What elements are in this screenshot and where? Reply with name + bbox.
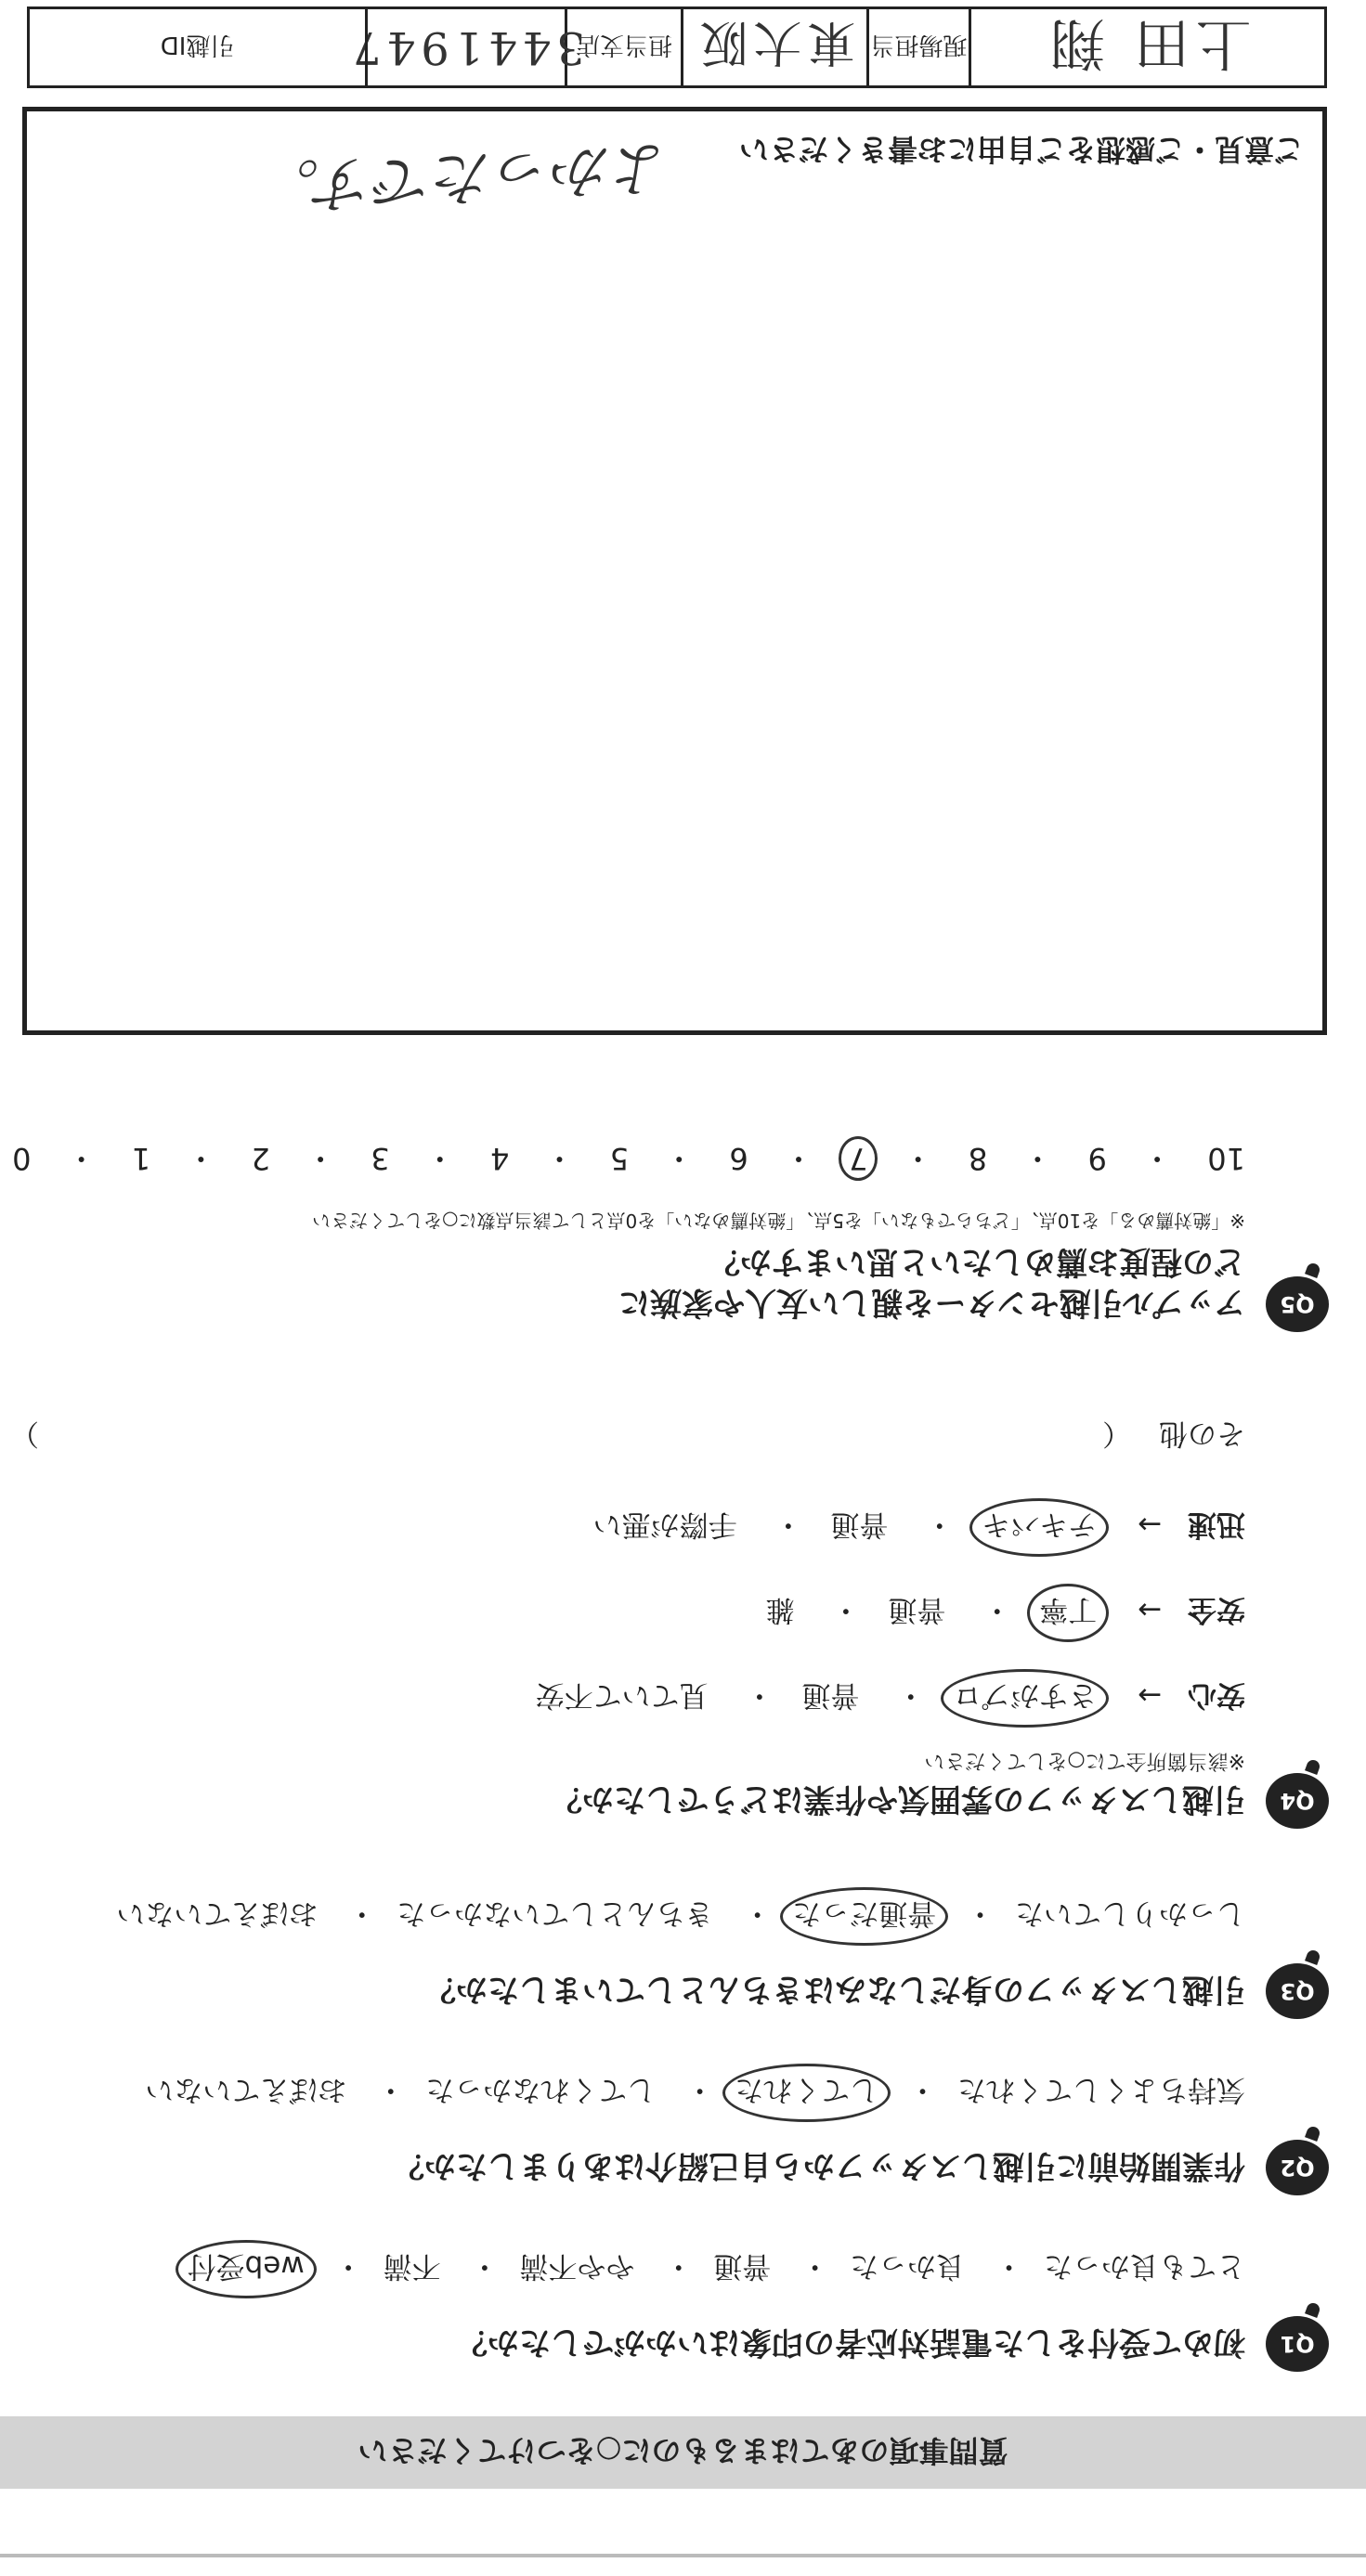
q3-options: しっかりしていた・ 普通だった・ きちんとしていなかった・ おぼえていない — [116, 1896, 1245, 1937]
q5-score[interactable]: 6 — [729, 1141, 748, 1176]
q5-score[interactable]: 1 — [131, 1141, 151, 1176]
leader-value: 上田 翔 — [1044, 10, 1252, 75]
q5-score[interactable]: 3 — [371, 1141, 390, 1176]
q5-score[interactable]: 4 — [489, 1141, 510, 1176]
q5-score[interactable]: 9 — [1087, 1141, 1107, 1176]
q4-other-row — [10, 1416, 1245, 1457]
q5-score-selected[interactable]: 7 — [839, 1136, 878, 1181]
q5-score[interactable]: 8 — [968, 1141, 988, 1176]
q3-text: 引越しスタッフの身だしなみはきちんとしていましたか？ — [424, 1971, 1245, 2008]
branch-value-cell — [683, 9, 869, 85]
q5-score[interactable]: 5 — [609, 1141, 630, 1176]
q4-row-label: 迅速 — [1188, 1508, 1245, 1541]
branch-value: 東大阪 — [694, 14, 856, 71]
leader-label: 現場担当 — [870, 31, 968, 59]
q5-scale: 10 ・ 9 ・ 8 ・ 7 ・ 6 ・ 5 ・ 4 ・ 3 ・ 2 ・ 1 ・ 0 — [12, 1139, 1245, 1182]
q2-badge: Q2 — [1266, 2140, 1329, 2195]
q2-option-selected[interactable]: してくれた — [722, 2064, 891, 2122]
q5-note: ※「絶対薦める」を10点、「どちらでもない」を5点、「絶対薦めない」を0点として該当点数に○をしてください — [312, 1210, 1245, 1232]
comment-title: ご意見・ご感想をご自由にお書きください — [738, 132, 1304, 167]
q3-option[interactable]: きちんとしていなかった — [397, 1896, 714, 1930]
q1-badge: Q1 — [1266, 2316, 1329, 2372]
q4-text: 引越しスタッフの雰囲気や作業はどうでしたか？ — [551, 1780, 1245, 1818]
id-value: 3441947 — [347, 21, 585, 73]
q4-note: ※該当箇所全てに○をしてください — [924, 1749, 1245, 1772]
instruction-band — [0, 2416, 1366, 2489]
arrow-icon: → — [1138, 1593, 1163, 1626]
q4-other-open: （ — [1102, 1417, 1132, 1450]
q3-option[interactable]: しっかりしていた — [1015, 1896, 1245, 1930]
q2-options: 気持ちよくしてくれた・ してくれた・ してくれなかった・ おぼえていない — [145, 2072, 1245, 2114]
q3-badge: Q3 — [1266, 1963, 1329, 2019]
q4-badge: Q4 — [1266, 1773, 1329, 1829]
q2-text: 作業開始前に引越しスタッフから自己紹介はありましたか？ — [393, 2147, 1245, 2184]
q5-score[interactable]: 2 — [251, 1141, 270, 1176]
q1-option[interactable]: 普通 — [713, 2249, 772, 2283]
q3-option-selected[interactable]: 普通だった — [780, 1887, 948, 1946]
arrow-icon: → — [1138, 1678, 1163, 1712]
q1-option[interactable]: 不満 — [383, 2249, 441, 2283]
q4-option[interactable]: 雑 — [765, 1593, 795, 1626]
q1-option[interactable]: やや不満 — [519, 2249, 635, 2283]
q4-row-anzen: 安全 → 丁寧・ 普通・ 雑 — [766, 1592, 1245, 1634]
q4-row-anshin: 安心 → さすがプロ・ 普通・ 見ていて不安 — [536, 1677, 1245, 1719]
q1-option-selected[interactable]: web受付 — [176, 2240, 317, 2298]
q4-option[interactable]: 普通 — [830, 1508, 889, 1541]
q4-option-selected[interactable]: 丁寧 — [1027, 1584, 1109, 1642]
q1-option[interactable]: とても良かった — [1044, 2249, 1245, 2283]
instruction-text: 質問事項のあてはまるものに○をつけてください — [358, 2433, 1008, 2468]
q1-options: とても良かった・ 良かった・ 普通・ やや不満・ 不満・ web受付 — [188, 2248, 1245, 2290]
id-label: 引越ID — [160, 31, 235, 59]
q3-option[interactable]: おぼえていない — [116, 1896, 319, 1930]
q5-text-line1: アップル引越センターを親しい友人や家族に — [618, 1284, 1245, 1321]
q5-text-line2: どの程度お薦めしたいと思いますか？ — [709, 1243, 1245, 1280]
q2-option[interactable]: 気持ちよくしてくれた — [957, 2073, 1245, 2106]
branch-label: 担当支店 — [576, 31, 673, 59]
arrow-icon: → — [1138, 1508, 1163, 1541]
q1-text: 初めて受付をした電話対応者の印象はいかがでしたか？ — [456, 2324, 1245, 2361]
comment-handwritten: よかったです。 — [259, 131, 674, 222]
q4-option[interactable]: 手際が悪い — [592, 1508, 737, 1541]
q4-option-selected[interactable]: さすがプロ — [941, 1669, 1109, 1728]
q2-option[interactable]: おぼえていない — [145, 2073, 347, 2106]
q4-option[interactable]: 普通 — [888, 1593, 946, 1626]
leader-value-cell — [971, 9, 1324, 85]
q2-option[interactable]: してくれなかった — [425, 2073, 657, 2106]
q4-other-label: その他 — [1159, 1417, 1245, 1450]
q4-row-jinsoku: 迅速 → テキパキ・ 普通・ 手際が悪い — [593, 1507, 1245, 1548]
id-label-cell — [30, 9, 368, 85]
q1-option[interactable]: 良かった — [850, 2249, 966, 2283]
comment-box[interactable] — [22, 107, 1327, 1035]
q4-option[interactable]: 普通 — [801, 1678, 860, 1712]
q4-other-close: ） — [10, 1417, 39, 1450]
sheet-edge — [0, 2554, 1366, 2557]
header-table — [27, 6, 1327, 88]
id-value-cell — [347, 9, 585, 85]
q4-option[interactable]: 見ていて不安 — [535, 1678, 709, 1712]
q4-row-label: 安心 — [1188, 1678, 1245, 1712]
q5-badge: Q5 — [1266, 1276, 1329, 1332]
q4-option-selected[interactable]: テキパキ — [969, 1498, 1109, 1557]
leader-label-cell — [869, 9, 971, 85]
q5-score[interactable]: 10 — [1207, 1141, 1245, 1176]
q5-score[interactable]: 0 — [12, 1141, 32, 1176]
q4-row-label: 安全 — [1188, 1593, 1245, 1626]
